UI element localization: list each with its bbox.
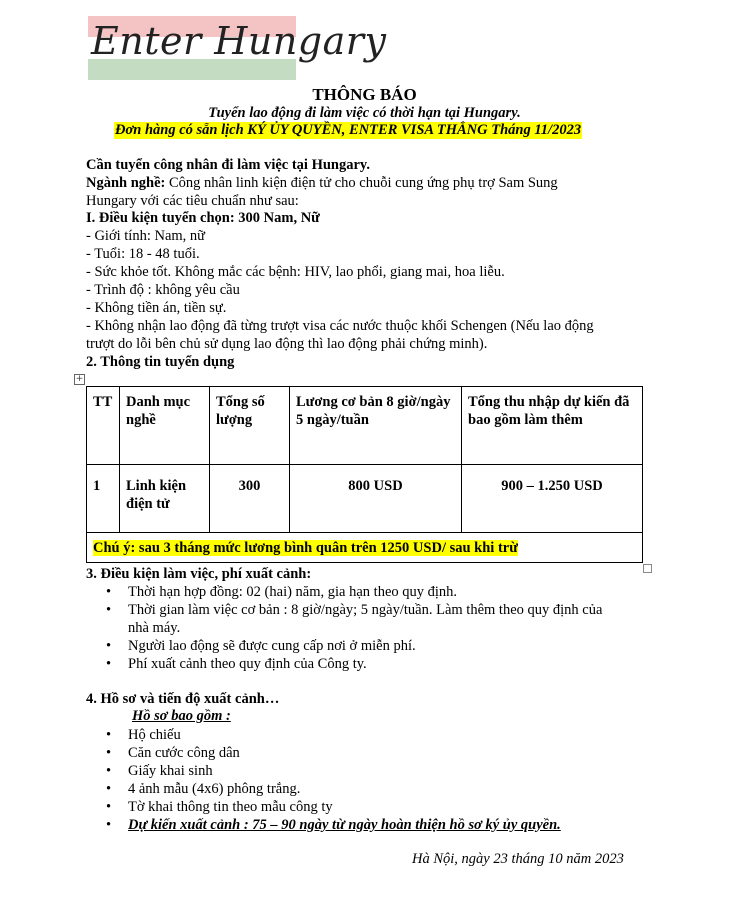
- list-item: [102, 816, 561, 834]
- bullet-icon: •: [106, 656, 112, 672]
- section2-heading: 2. Thông tin tuyển dụng: [86, 354, 235, 370]
- industry-text: Công nhân linh kiện điện tử cho chuỗi cung ứng phụ trợ Sam Sung: [165, 175, 558, 191]
- industry-line-2: Hungary với các tiêu chuẩn như sau:: [86, 193, 299, 209]
- page-subtitle: Tuyển lao động đi làm việc có thời hạn tại Hungary.: [208, 105, 521, 121]
- list-item-text: Tờ khai thông tin theo mẫu công ty: [128, 799, 333, 815]
- list-item: [102, 655, 602, 673]
- intro-heading: Cần tuyển công nhân đi làm việc tại Hungary.: [86, 157, 370, 173]
- table-header-row: [87, 387, 643, 465]
- list-item-continuation: [102, 619, 602, 637]
- requirement-item: - Giới tính: Nam, nữ: [86, 228, 206, 244]
- table-note: Chú ý: sau 3 tháng mức lương bình quân trên 1250 USD/ sau khi trừ: [93, 540, 518, 556]
- table-note-cell: [87, 533, 643, 563]
- requirement-item: - Không nhận lao động đã từng trượt visa các nước thuộc khối Schengen (Nếu lao động: [86, 318, 594, 334]
- list-item: [102, 637, 602, 655]
- list-item: [102, 762, 561, 780]
- bullet-icon: •: [106, 727, 112, 743]
- bullet-icon: •: [106, 781, 112, 797]
- table-cell: 300: [210, 465, 290, 533]
- requirement-item: - Sức khỏe tốt. Không mắc các bệnh: HIV, lao phổi, giang mai, hoa liễu.: [86, 264, 505, 280]
- list-item: [102, 726, 561, 744]
- list-item: [102, 601, 602, 619]
- section4-heading: 4. Hồ sơ và tiến độ xuất cảnh…: [86, 691, 280, 707]
- table-header-cell: Danh mục nghề: [120, 387, 210, 465]
- list-item-text: Thời gian làm việc cơ bản : 8 giờ/ngày; 5 ngày/tuần. Làm thêm theo quy định của: [128, 602, 603, 618]
- table-header-cell: Tổng số lượng: [210, 387, 290, 465]
- list-item-text: Thời hạn hợp đồng: 02 (hai) năm, gia hạn theo quy định.: [128, 584, 458, 600]
- requirement-item: - Trình độ : không yêu cầu: [86, 282, 240, 298]
- bullet-icon: •: [106, 638, 112, 654]
- list-item: [102, 583, 602, 601]
- industry-line: [86, 175, 558, 192]
- job-table: [86, 386, 643, 563]
- table-note-row: [87, 533, 643, 563]
- table-resize-handle[interactable]: [643, 564, 652, 573]
- list-item: [102, 744, 561, 762]
- table-header-cell: Tổng thu nhập dự kiến đã bao gồm làm thêm: [462, 387, 643, 465]
- departure-estimate: Dự kiến xuất cảnh : 75 – 90 ngày từ ngày hoàn thiện hồ sơ ký ủy quyền.: [128, 817, 561, 833]
- section1-heading: I. Điều kiện tuyển chọn: 300 Nam, Nữ: [86, 210, 320, 226]
- table-header-cell: Lương cơ bản 8 giờ/ngày 5 ngày/tuần: [290, 387, 462, 465]
- company-logo: [88, 16, 387, 80]
- highlight-notice: Đơn hàng có sẵn lịch KÝ ỦY QUYỀN, ENTER VISA THẲNG Tháng 11/2023: [115, 122, 582, 138]
- bullet-icon: •: [106, 745, 112, 761]
- bullet-icon: •: [106, 799, 112, 815]
- list-item: [102, 780, 561, 798]
- table-row: [87, 465, 643, 533]
- footer-date: Hà Nội, ngày 23 tháng 10 năm 2023: [412, 851, 624, 867]
- list-item-text: Người lao động sẽ được cung cấp nơi ở miễn phí.: [128, 638, 416, 654]
- table-cell: 800 USD: [290, 465, 462, 533]
- table-header-cell: TT: [87, 387, 120, 465]
- logo-text: Enter Hungary: [91, 19, 387, 63]
- list-item-text: 4 ảnh mẫu (4x6) phông trắng.: [128, 781, 301, 797]
- requirement-item: - Tuổi: 18 - 48 tuổi.: [86, 246, 200, 262]
- list-item: [102, 798, 561, 816]
- list-item-text: Hộ chiếu: [128, 727, 181, 743]
- requirement-item: - Không tiền án, tiền sự.: [86, 300, 227, 316]
- list-item-text: nhà máy.: [128, 620, 181, 636]
- table-move-handle-icon[interactable]: +: [75, 374, 84, 384]
- table-cell: Linh kiện điện tử: [120, 465, 210, 533]
- requirement-item: trượt do lỗi bên chủ sử dụng lao động thì lao động phải chứng minh).: [86, 336, 488, 352]
- documents-subheading: Hồ sơ bao gồm :: [132, 708, 231, 724]
- section3-heading: 3. Điều kiện làm việc, phí xuất cảnh:: [86, 566, 312, 582]
- bullet-icon: •: [106, 602, 112, 618]
- bullet-icon: •: [106, 817, 112, 833]
- bullet-icon: •: [106, 763, 112, 779]
- list-item-text: Phí xuất cảnh theo quy định của Công ty.: [128, 656, 367, 672]
- documents-list: [102, 726, 561, 834]
- list-item-text: Căn cước công dân: [128, 745, 240, 761]
- work-conditions-list: [102, 583, 602, 673]
- list-item-text: Giấy khai sinh: [128, 763, 213, 779]
- page-title: THÔNG BÁO: [312, 85, 417, 104]
- bullet-icon: •: [106, 584, 112, 600]
- table-cell: 900 – 1.250 USD: [462, 465, 643, 533]
- industry-label: Ngành nghề:: [86, 175, 166, 191]
- table-cell: 1: [87, 465, 120, 533]
